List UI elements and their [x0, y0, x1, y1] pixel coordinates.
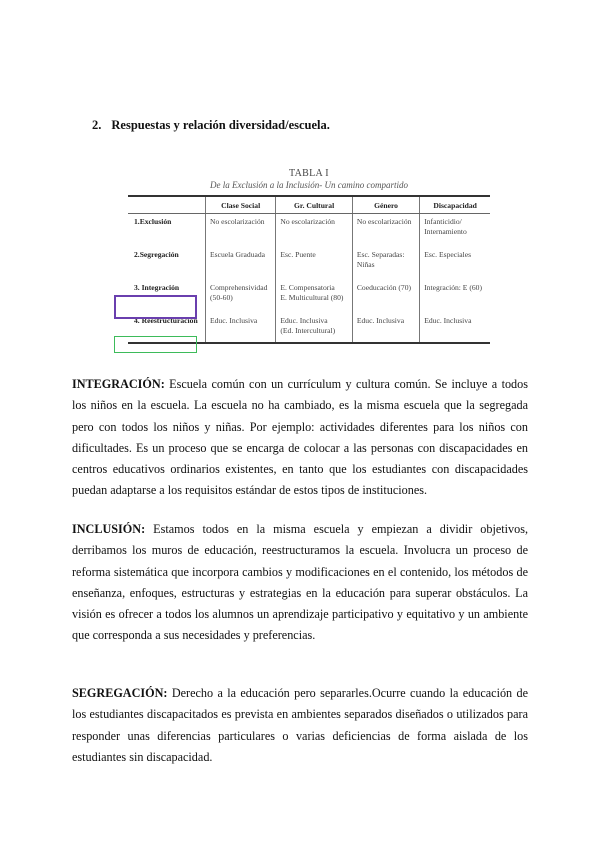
table-cell: Escuela Graduada — [206, 247, 276, 280]
table-cell: Educ. Inclusiva — [206, 313, 276, 343]
section-title: Respuestas y relación diversidad/escuela. — [111, 118, 330, 132]
header-gr-cultural: Gr. Cultural — [276, 196, 352, 214]
text-inclusion: Estamos todos en la misma escuela y empiezan a dividir objetivos, derribamos los muros de educación, reestructuramos la escuela. Involucra un proceso de reforma sistemática que incorpora cambios y modificaciones en el contenido, los métodos de enseñanza, enfoques, estructuras y estrategias en la educación para superar obstáculos. La visión es ofrecer a todos los alumnos un aprendizaje participativo y equitativo y un ambiente que corresponda a sus necesidades y preferencias. — [72, 522, 528, 643]
integration-highlight-box — [114, 295, 197, 319]
table-header-row — [128, 196, 490, 214]
header-clase-social: Clase Social — [206, 196, 276, 214]
comparison-table — [128, 195, 490, 344]
table-cell: Esc. Puente — [276, 247, 352, 280]
table-cell: Comprehensividad (50-60) — [206, 280, 276, 313]
paragraph-segregacion — [72, 683, 528, 768]
table-figure — [128, 168, 490, 344]
table-row — [128, 247, 490, 280]
table-cell: E. Compensatoria E. Multicultural (80) — [276, 280, 352, 313]
paragraph-inclusion — [72, 519, 528, 647]
table-cell: No escolarización — [206, 214, 276, 248]
row-label: 4. Reestructuración — [128, 313, 206, 343]
table-row — [128, 214, 490, 248]
table-subtitle: De la Exclusión a la Inclusión- Un camino compartido — [210, 180, 408, 190]
table-cell: No escolarización — [352, 214, 419, 248]
table-cell: Esc. Especiales — [420, 247, 490, 280]
section-number: 2. — [92, 118, 102, 132]
header-empty — [128, 196, 206, 214]
table-cell: Coeducación (70) — [352, 280, 419, 313]
table-cell: Educ. Inclusiva — [352, 313, 419, 343]
table-title: TABLA I — [289, 168, 329, 179]
row-label: 1.Exclusión — [134, 217, 172, 226]
header-genero: Género — [352, 196, 419, 214]
term-segregacion: SEGREGACIÓN: — [72, 686, 168, 700]
paragraph-integracion — [72, 374, 528, 502]
table-cell: Educ. Inclusiva (Ed. Intercultural) — [276, 313, 352, 343]
term-integracion: INTEGRACIÓN: — [72, 377, 165, 391]
table-cell: Infanticidio/ Internamiento — [420, 214, 490, 248]
table-cell: Educ. Inclusiva — [420, 313, 490, 343]
text-integracion: Escuela común con un currículum y cultura común. Se incluye a todos los niños en la escuela. La escuela no ha cambiado, es la misma escuela que la segregada pero con todos los niños y niñas. Por ejemplo: actividades diferentes para los niños con dificultades. Es un proceso que se encarga de colocar a las personas con discapacidades en centros educativos ordinarios existentes, en tanto que los estudiantes con discapacidades puedan adaptarse a los requisitos estándar de estos tipos de instituciones. — [72, 377, 528, 498]
row-label: 3. Integración — [134, 283, 180, 292]
table-cell: Esc. Separadas: Niñas — [352, 247, 419, 280]
restructuring-highlight-box — [114, 336, 197, 353]
table-cell: Integración: E (60) — [420, 280, 490, 313]
table-cell: No escolarización — [276, 214, 352, 248]
term-inclusion: INCLUSIÓN: — [72, 522, 146, 536]
row-label: 2.Segregación — [134, 250, 179, 259]
section-heading — [92, 118, 330, 133]
text-segregacion: Derecho a la educación pero separarles.Ocurre cuando la educación de los estudiantes discapacitados es prevista en ambientes separados diseñados o utilizados para responder unas diferencias particulares o varias deficiencias de forma aislada de los estudiantes sin discapacidad. — [72, 686, 528, 764]
header-discapacidad: Discapacidad — [420, 196, 490, 214]
